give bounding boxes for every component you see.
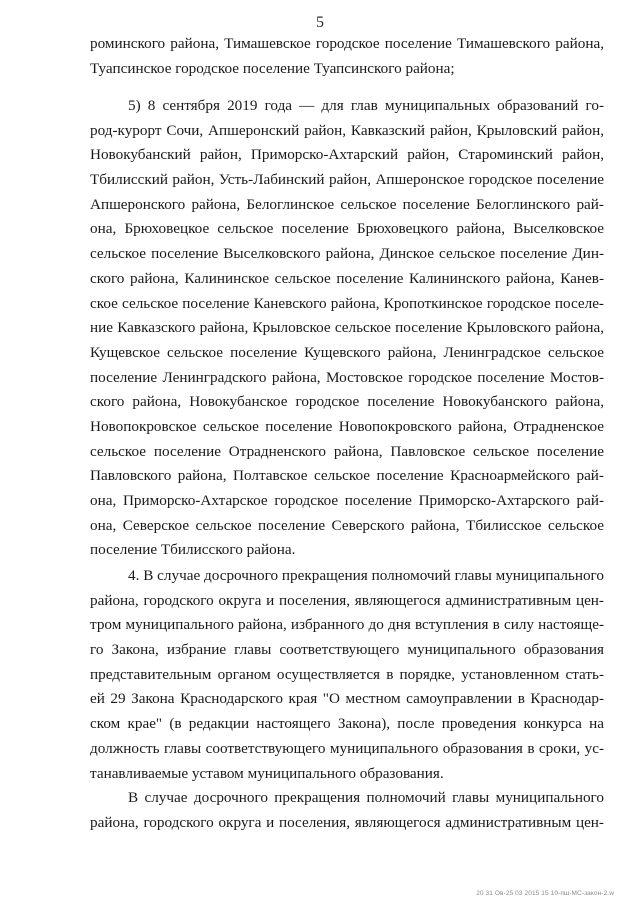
text-line: ском крае" (в редакции настоящего Закона), после проведения конкурса на [90,715,604,733]
text-line: тром муниципального района, избранного до дня вступления в силу настояще- [90,616,604,634]
text-line: представительным органом осуществляется в порядке, установленном стать- [90,665,604,683]
paragraph-item-4 [90,564,604,786]
text-line: должность главы соответствующего муниципального образования в сроки, ус- [90,739,604,757]
text-line: роминского района, Тимашевское городское поселение Тимашевского района, [90,35,604,52]
paragraph-continuation [90,32,604,81]
text-line: 4. В случае досрочного прекращения полномочий главы муниципального [128,567,604,584]
text-line: ей 29 Закона Краснодарского края "О местном самоуправлении в Краснодар- [90,690,604,708]
text-line: она, Северское сельское поселение Северского района, Тбилисское сельское [90,516,604,534]
text-line: района, городского округа и поселения, являющегося административным цен- [90,591,604,609]
paragraph-item-5 [90,94,604,563]
text-line: она, Приморско-Ахтарское городское поселение Приморско-Ахтарского рай- [90,492,604,509]
text-line: сельское поселение Отрадненского района, Павловское сельское поселение [90,442,604,460]
text-line: поселение Ленинградского района, Мостовское городское поселение Мостов- [90,368,604,386]
text-line: района, городского округа и поселения, являющегося административным цен- [90,813,604,831]
text-line: Тбилисский район, Усть-Лабинский район, Апшеронское городское поселение [90,171,604,189]
text-line: В случае досрочного прекращения полномочий главы муниципального [128,789,604,806]
text-line: 5) 8 сентября 2019 года — для глав муниципальных образований го- [128,97,604,114]
text-line: Апшеронского района, Белоглинское сельское поселение Белоглинского рай- [90,195,604,213]
text-line: Новокубанский район, Приморско-Ахтарский район, Староминский район, [90,146,604,164]
text-line: она, Брюховецкое сельское поселение Брюховецкого района, Выселковское [90,220,604,238]
text-line: ского района, Новокубанское городское поселение Новокубанского района, [90,393,604,411]
text-line: поселение Тбилисского района. [90,541,296,559]
text-line: ние Кавказского района, Крыловское сельское поселение Крыловского района, [90,319,604,337]
text-line: ского района, Калининское сельское поселение Калининского района, Канев- [90,269,604,287]
paragraph-early-termination [90,786,604,835]
footer-document-code: 20 31 Ов-25 03 2015 15 10-пш-МС-закон-2.w [476,890,614,897]
text-line: Кущевское сельское поселение Кущевского района, Ленинградское сельское [90,343,604,361]
text-line: Павловского района, Полтавское сельское поселение Красноармейского рай- [90,467,604,485]
text-line: ское сельское поселение Каневского района, Кропоткинское городское поселе- [90,294,604,312]
text-line: танавливаемые уставом муниципального образования. [90,764,444,782]
text-line: род-курорт Сочи, Апшеронский район, Кавказский район, Крыловский район, [90,121,604,139]
text-line: Новопокровское сельское поселение Новопокровского района, Отрадненское [90,417,604,435]
text-line: сельское поселение Выселковского района, Динское сельское поселение Дин- [90,245,604,263]
page-number: 5 [316,14,324,31]
text-line: го Закона, избрание главы соответствующего муниципального образования [90,641,604,659]
text-line: Туапсинское городское поселение Туапсинского района; [90,59,455,77]
